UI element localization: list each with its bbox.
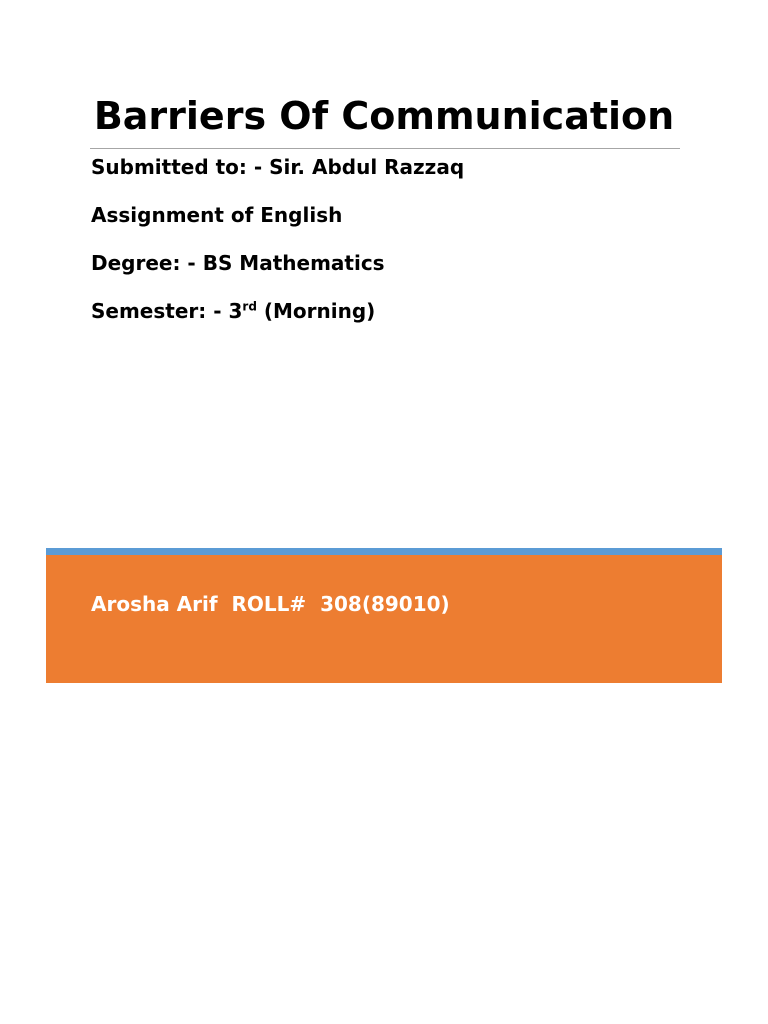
degree-line: Degree: - BS Mathematics — [91, 251, 385, 275]
author-roll-line: Arosha Arif ROLL# 308(89010) — [91, 592, 450, 616]
semester-line — [91, 298, 375, 324]
semester-suffix: (Morning) — [256, 299, 376, 323]
author-banner — [46, 555, 722, 683]
semester-prefix: Semester: - 3 — [91, 299, 243, 323]
title-underline — [90, 148, 680, 149]
submitted-to-line: Submitted to: - Sir. Abdul Razzaq — [91, 155, 465, 179]
document-title: Barriers Of Communication — [93, 94, 675, 138]
semester-ordinal-superscript: rd — [242, 299, 257, 314]
blue-accent-bar — [46, 548, 722, 555]
assignment-line: Assignment of English — [91, 203, 343, 227]
